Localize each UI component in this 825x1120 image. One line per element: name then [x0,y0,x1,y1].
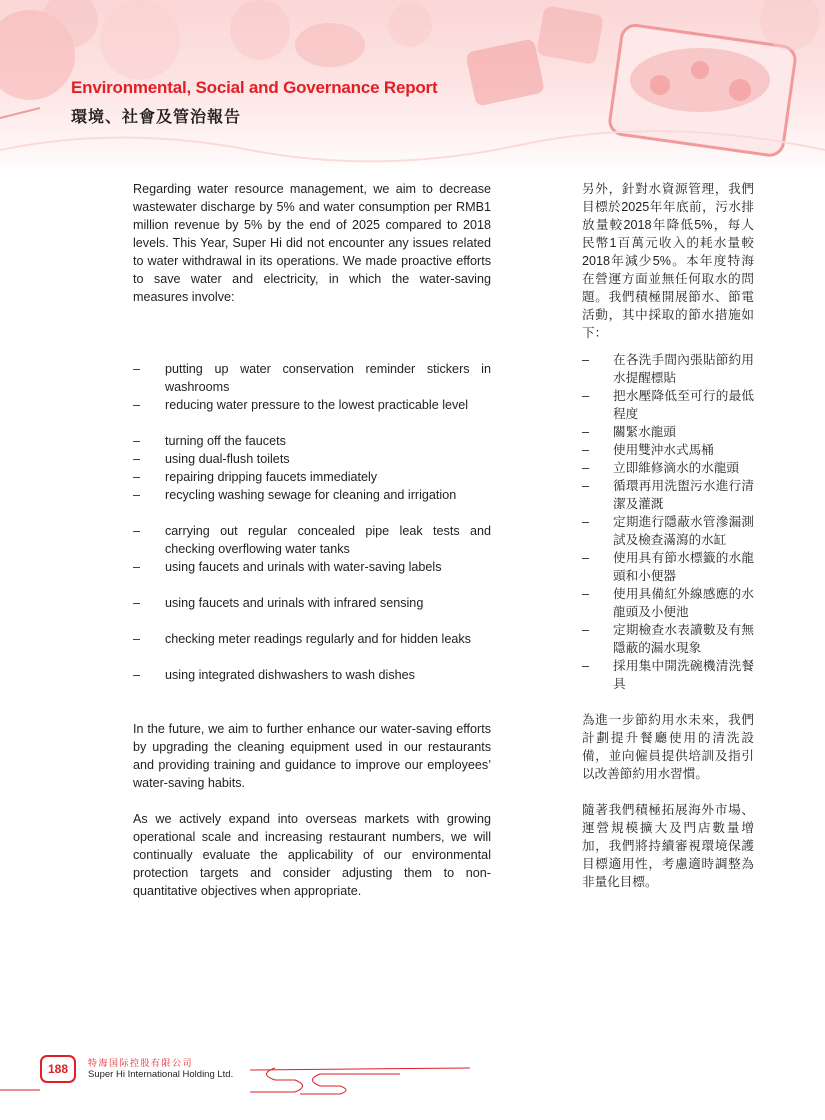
list-item: – using faucets and urinals with water-saving labels [133,560,442,574]
intro-paragraph-en: Regarding water resource management, we aim to decrease wastewater discharge by 5% and water consumption per RMB1 million revenue by 5% by the end of 2025 compared to 2018 levels. This Year, Super Hi did not encounter any issues related to water withdrawal in its operations. We made proactive efforts to save water and electricity, in which the water-saving measures involve: [133,182,491,304]
bullet-dash: – [582,425,590,439]
overseas-paragraph-en: As we actively expand into overseas markets with growing operational scale and increasing restaurant numbers, we will continually evaluate the applicability of our environmental protection targets and consider adjusting them to non-quantitative objectives when appropriate. [133,812,491,898]
bullet-dash: – [133,668,141,682]
bullet-dash: – [582,551,590,565]
future-paragraph-zh: 為進一步節約用水未來，我們計劃提升餐廳使用的清洗設備，並向僱員提供培訓及指引以改善節約用水習慣。 [582,713,754,781]
list-item: – 使用具有節水標籤的水龍頭和小便器 [582,551,754,583]
bullet-dash: – [582,623,590,637]
measures-list-en [133,360,491,684]
page-number-badge: 188 [40,1055,76,1083]
bullet-dash: – [582,479,590,493]
bullet-dash: – [133,434,141,448]
list-item: – using faucets and urinals with infrared sensing [133,596,424,610]
list-item: – recycling washing sewage for cleaning and irrigation [133,488,457,502]
page-title-english: Environmental, Social and Governance Report [71,78,438,97]
list-item: – carrying out regular concealed pipe leak tests and checking overflowing water tanks [133,524,491,556]
future-paragraph-en: In the future, we aim to further enhance our water-saving efforts by upgrading the cleaning equipment used in our restaurants and providing training and guidance to improve our employees’ water-saving habits. [133,722,491,790]
bullet-dash: – [133,596,141,610]
bullet-dash: – [582,515,590,529]
bullet-dash: – [133,452,141,466]
bullet-dash: – [133,632,141,646]
bullet-dash: – [133,362,141,376]
bullet-dash: – [582,587,590,601]
list-item: – checking meter readings regularly and for hidden leaks [133,632,471,646]
list-item: – using dual-flush toilets [133,452,290,466]
list-item: – 使用具備紅外線感應的水龍頭及小便池 [582,587,754,619]
bullet-dash: – [133,470,141,484]
bullet-dash: – [582,353,590,367]
list-item: – using integrated dishwashers to wash dishes [133,668,415,682]
bullet-dash: – [582,461,590,475]
bullet-dash: – [133,488,141,502]
intro-paragraph-zh: 另外，針對水資源管理，我們目標於2025年年底前，污水排放量較2018年降低5%，每人民幣1百萬元收入的耗水量較2018年減少5%。本年度特海在營運方面並無任何取水的問題。我們積極開展節水、節電活動，其中採取的節水措施如下： [582,182,754,340]
list-item: – 定期檢查水表讀數及有無隱蔽的漏水現象 [582,623,754,655]
bullet-dash: – [582,389,590,403]
list-item: – 把水壓降低至可行的最低程度 [582,389,754,421]
english-column [133,180,491,900]
list-item: – 在各洗手間內張貼節約用水提醒標貼 [582,353,754,385]
list-item: – 循環再用洗盥污水進行清潔及灌溉 [582,479,754,511]
bullet-dash: – [582,659,590,673]
footer-wave-ornament [0,1060,825,1100]
company-name-chinese: 特海国际控股有限公司 [88,1058,194,1068]
list-item: – 關緊水龍頭 [582,425,676,439]
list-item: – putting up water conservation reminder stickers in washrooms [133,362,491,394]
list-item: – 採用集中開洗碗機清洗餐具 [582,659,754,691]
overseas-paragraph-zh: 隨著我們積極拓展海外市場、運營規模擴大及門店數量增加，我們將持續審視環境保護目標適用性，考慮適時調整為非量化目標。 [582,803,754,889]
bullet-dash: – [133,398,141,412]
bullet-dash: – [133,524,141,538]
bullet-dash: – [133,560,141,574]
list-item: – turning off the faucets [133,434,286,448]
list-item: – reducing water pressure to the lowest practicable level [133,398,469,412]
list-item: – repairing dripping faucets immediately [133,470,378,484]
list-item: – 使用雙沖水式馬桶 [582,443,714,457]
list-item: – 立即維修滴水的水龍頭 [582,461,739,475]
company-name-english: Super Hi International Holding Ltd. [88,1069,234,1080]
list-item: – 定期進行隱蔽水管滲漏測試及檢查滿瀉的水缸 [582,515,754,547]
chinese-column [582,180,754,891]
page-title-chinese: 環境、社會及管治報告 [71,109,242,126]
bullet-dash: – [582,443,590,457]
measures-list-zh [582,351,754,693]
